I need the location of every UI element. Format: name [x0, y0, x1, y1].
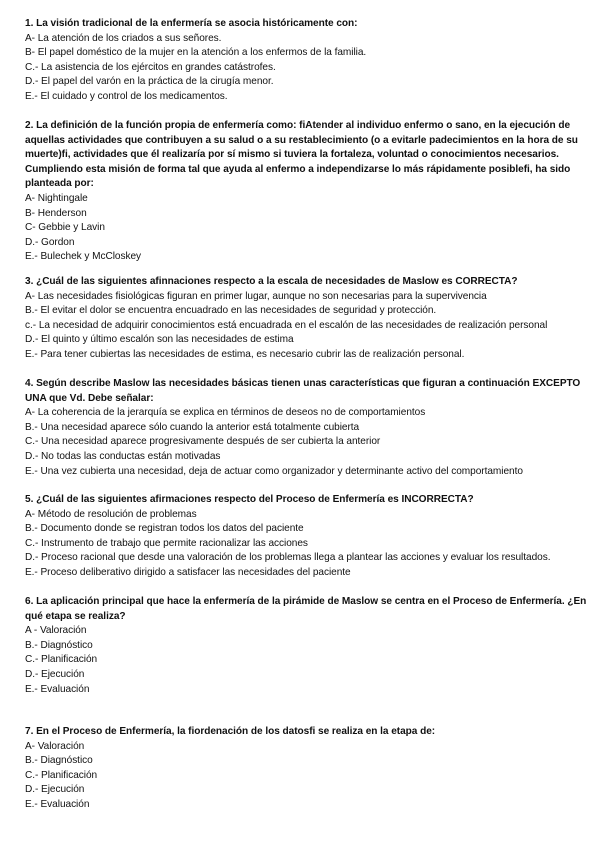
option-d: D.- El quinto y último escalón son las necesidades de estima — [25, 334, 294, 346]
option-b: B.- Documento donde se registran todos los datos del paciente — [25, 523, 304, 535]
question-5 — [25, 493, 595, 581]
option-d: D.- El papel del varón en la práctica de la cirugía menor. — [25, 76, 274, 88]
option-d: D.- Gordon — [25, 236, 75, 248]
question-stem: 5. ¿Cuál de las siguientes afirmaciones respecto del Proceso de Enfermería es INCORRECTA? — [25, 494, 474, 505]
option-c: C.- Planificación — [25, 654, 98, 666]
option-d: D.- No todas las conductas están motivadas — [25, 450, 221, 462]
option-d: D.- Ejecución — [25, 784, 85, 796]
option-c: c.- La necesidad de adquirir conocimientos está encuadrada en el escalón de las necesidades de realización personal — [25, 319, 548, 331]
option-e: E.- Para tener cubiertas las necesidades de estima, es necesario cubrir las de realización personal. — [25, 348, 465, 360]
option-d: D.- Ejecución — [25, 668, 85, 680]
options-list — [25, 508, 595, 581]
option-b: B.- El evitar el dolor se encuentra encuadrado en las necesidades de seguridad y protección. — [25, 305, 437, 317]
question-stem: 4. Según describe Maslow las necesidades básicas tienen unas características que figuran a continuación EXCEPTO UNA que Vd. Debe señalar: — [25, 378, 581, 404]
question-3 — [25, 275, 595, 363]
option-a: A - Valoración — [25, 625, 87, 637]
question-stem: 1. La visión tradicional de la enfermería se asocia históricamente con: — [25, 18, 358, 29]
question-stem: 6. La aplicación principal que hace la enfermería de la pirámide de Maslow se centra en el Proceso de Enfermería. ¿En qué etapa se realiza? — [25, 596, 587, 622]
option-a: A- Método de resolución de problemas — [25, 508, 197, 520]
option-a: A- Valoración — [25, 740, 85, 752]
option-a: A- Las necesidades fisiológicas figuran en primer lugar, aunque no son necesarias para la supervivencia — [25, 290, 487, 302]
option-b: B.- Diagnóstico — [25, 755, 93, 767]
option-c: C.- Planificación — [25, 769, 98, 781]
question-1 — [25, 17, 595, 105]
option-e: E.- Evaluación — [25, 798, 90, 810]
option-e: E.- Una vez cubierta una necesidad, deja de actuar como organizador y determinante activo del comportamiento — [25, 465, 523, 477]
question-stem: 2. La definición de la función propia de enfermería como: fiAtender al individuo enfermo o sano, en la ejecución de aquellas actividades que contribuyen a su salud o a su restablecimiento (o a evitarle padecimientos en la hora de su muerte)fi, actividades que él realizaría por sí mismo si tuviera la fortaleza, voluntad o conocimientos necesarios. Cumpliendo esta misión de forma tal que ayuda al enfermo a independizarse lo más rápidamente posiblefi, ha sido planteada por: — [25, 120, 578, 190]
option-d: D.- Proceso racional que desde una valoración de los problemas llega a plantear las acciones y evaluar los resultados. — [25, 552, 551, 564]
option-e: E.- Proceso deliberativo dirigido a satisfacer las necesidades del paciente — [25, 566, 351, 578]
option-b: B.- Una necesidad aparece sólo cuando la anterior está totalmente cubierta — [25, 421, 360, 433]
options-list — [25, 290, 595, 363]
option-e: E.- Evaluación — [25, 683, 90, 695]
question-2 — [25, 119, 595, 265]
option-a: A- Nightingale — [25, 192, 88, 204]
question-4 — [25, 377, 595, 479]
option-b: B.- Diagnóstico — [25, 639, 93, 651]
options-list — [25, 406, 595, 479]
option-b: B- Henderson — [25, 207, 87, 219]
question-stem: 3. ¿Cuál de las siguientes afinnaciones respecto a la escala de necesidades de Maslow es CORRECTA? — [25, 276, 518, 287]
options-list — [25, 192, 595, 265]
option-e: E.- El cuidado y control de los medicamentos. — [25, 90, 228, 102]
question-stem: 7. En el Proceso de Enfermería, la fiordenación de los datosfi se realiza en la etapa de: — [25, 726, 436, 737]
options-list — [25, 740, 595, 813]
options-list — [25, 32, 595, 105]
option-c: C- Gebbie y Lavin — [25, 222, 105, 234]
options-list — [25, 624, 595, 697]
option-c: C.- La asistencia de los ejércitos en grandes catástrofes. — [25, 61, 276, 73]
question-7 — [25, 725, 595, 813]
option-c: C.- Una necesidad aparece progresivamente después de ser cubierta la anterior — [25, 436, 381, 448]
option-a: A- La coherencia de la jerarquía se explica en términos de deseos no de comportamientos — [25, 407, 426, 419]
option-a: A- La atención de los criados a sus señores. — [25, 32, 222, 44]
question-6 — [25, 595, 595, 697]
option-e: E.- Bulechek y McCloskey — [25, 251, 142, 263]
option-c: C.- Instrumento de trabajo que permite racionalizar las acciones — [25, 537, 308, 549]
option-b: B- El papel doméstico de la mujer en la atención a los enfermos de la familia. — [25, 47, 367, 59]
